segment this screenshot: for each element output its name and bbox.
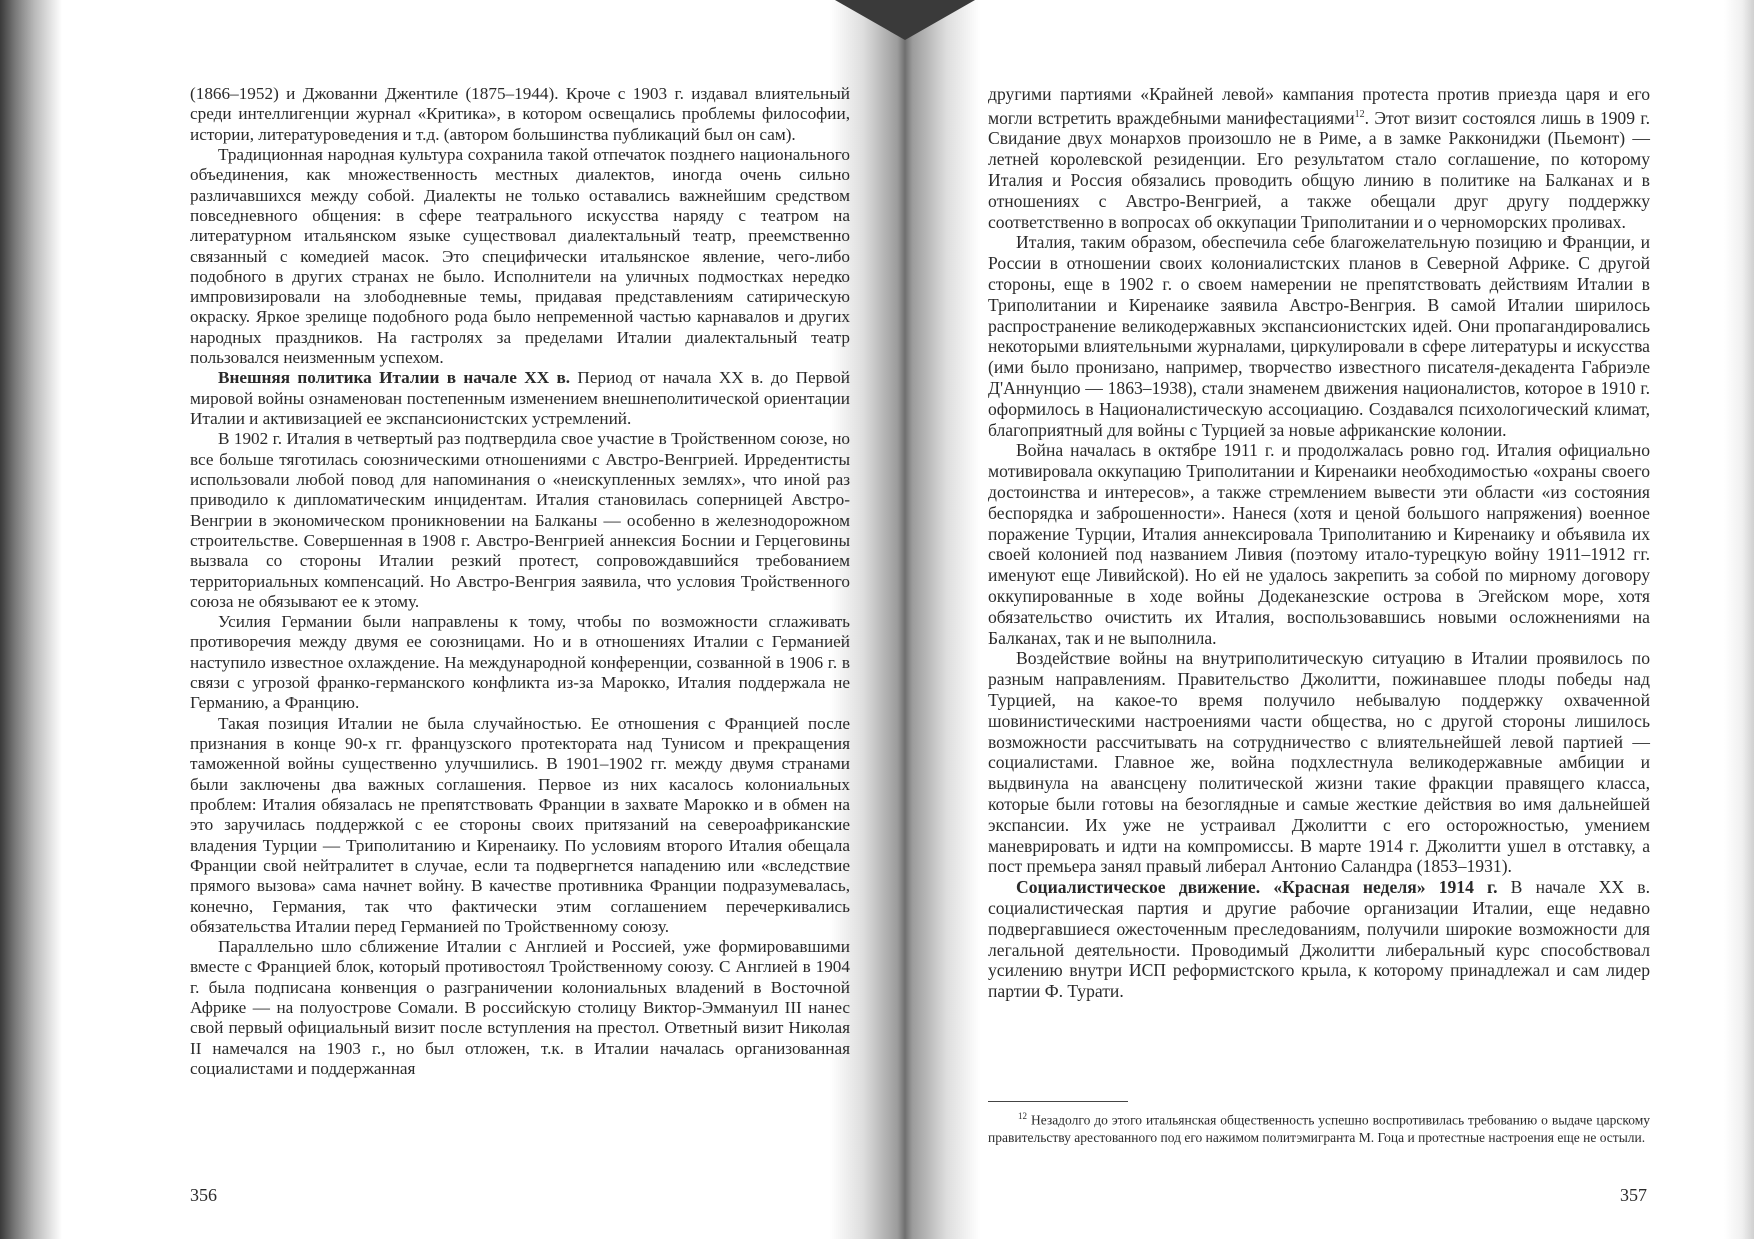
footnote-text: Незадолго до этого итальянская общественность успешно воспротивилась требованию о выдаче царскому правительству арестованного под его нажимом политэмигранта М. Гоца и протестные настроения еще не остыли. (988, 1112, 1650, 1145)
section-paragraph (190, 368, 850, 429)
book-spine-top (835, 0, 975, 40)
section-heading: Социалистическое движение. «Красная неделя» 1914 г. (1016, 877, 1498, 898)
page-number-left: 356 (190, 1185, 217, 1205)
paragraph: Италия, таким образом, обеспечила себе благожелательную позицию и Франции, и России в отношении своих колониалистских планов в Северной Африке. С другой стороны, еще в 1902 г. о своем намерении не препятствовать действиям Италии в Триполитании и Киренаике заявила Австро-Венгрия. В самой Италии ширилось распространение великодержавных экспансионистских идей. Они пропагандировались некоторыми влиятельными журналами, циркулировали в сфере литературы и искусства (ими было пронизано, например, творчество известного писателя-декадента Габриэле Д'Аннунцио — 1863–1938), стали знаменем движения националистов, которое в 1910 г. оформилось в Националистическую ассоциацию. Создавался психологический климат, благоприятный для войны с Турцией за новые африканские колонии. (988, 232, 1650, 440)
footnote (988, 1108, 1650, 1146)
page-number-right: 357 (1620, 1185, 1647, 1205)
section-paragraph (988, 877, 1650, 1002)
section-text: В начале XX в. социалистическая партия и другие рабочие организации Италии, еще недавно подвергавшиеся ожесточенным преследованиям, получили широкие возможности для легальной деятельности. Проводимый Джолитти либеральный курс способствовал усилению внутри ИСП реформистского крыла, к которому принадлежал и сам лидер партии Ф. Турати. (988, 877, 1650, 1002)
right-page-text (988, 84, 1650, 1002)
paragraph-text: другими партиями «Крайней левой» кампания протеста против приезда царя и его могли встретить враждебными манифестациями (988, 84, 1650, 128)
paragraph (988, 84, 1650, 232)
paragraph-text: . Этот визит состоялся лишь в 1909 г. Свидание двух монархов произошло не в Риме, а в замке Раккониджи (Пьемонт) — летней королевской резиденции. Его результатом стало соглашение, по которому Италия и Россия обязались проводить общую линию в политике на Балканах и в отношениях с Австро-Венгрией, а также обещали друг другу поддержку соответственно в вопросах об оккупации Триполитании и о черноморских проливах. (988, 107, 1650, 232)
paragraph: Воздействие войны на внутриполитическую ситуацию в Италии проявилось по разным направлениям. Правительство Джолитти, пожинавшее плоды победы над Турцией, на какое-то время получило небывалую поддержку охваченной шовинистическими настроениями части общества, но с другой стороны лишилось возможности рассчитывать на сотрудничество с влиятельнейшей левой партией — социалистами. Главное же, война подхлестнула великодержавные амбиции и выдвинула на авансцену политической жизни такие фракции правящего класса, которые были готовы на безоглядные и самые жесткие действия во имя дальнейшей экспансии. Их уже не устраивал Джолитти с его осторожностью, умением маневрировать и идти на компромиссы. В марте 1914 г. Джолитти ушел в отставку, а пост премьера занял правый либерал Антонио Саландра (1853–1931). (988, 648, 1650, 877)
paragraph: Война началась в октябре 1911 г. и продолжалась ровно год. Италия официально мотивировала оккупацию Триполитании и Киренаики необходимостью «охраны своего достоинства и интересов», а также стремлением вывести эти области «из состояния беспорядка и заброшенности». Нанеся (хотя и ценой большого напряжения) военное поражение Турции, Италия аннексировала Триполитанию и Киренаику и объявила их своей колонией под названием Ливия (поэтому итало-турецкую войну 1911–1912 гг. именуют еще Ливийской). Но ей не удалось закрепить за собой по мирному договору оккупированные в ходе войны Додеканезские острова в Эгейском море, хотя обязательство очистить их Италия, воспользовавшись новыми осложнениями на Балканах, так и не выполнила. (988, 440, 1650, 648)
book-gutter-shadow (830, 0, 980, 1239)
paragraph: Традиционная народная культура сохранила такой отпечаток позднего национального объединения, как множественность местных диалектов, иногда очень сильно различавшихся между собой. Диалекты не только оставались важнейшим средством повседневного общения: в сфере театрального искусства наряду с театром на литературном итальянском языке существовал диалектальный театр, преемственно связанный с комедией масок. Это специфически итальянское явление, чего-либо подобного в других странах не было. Исполнители на уличных подмостках нередко импровизировали на злободневные темы, придавая представлениям сатирическую окраску. Яркое зрелище подобного рода было непременной частью карнавалов и других народных праздников. На гастролях за пределами Италии диалектальный театр пользовался неизменным успехом. (190, 144, 850, 368)
section-heading: Внешняя политика Италии в начале XX в. (218, 368, 571, 388)
paragraph: (1866–1952) и Джованни Джентиле (1875–1944). Кроче с 1903 г. издавал влиятельный среди интеллигенции журнал «Критика», в котором освещались проблемы философии, истории, литературоведения и т.д. (автором большинства публикаций был он сам). (190, 84, 850, 144)
footnote-marker: 12 (1354, 108, 1365, 120)
section-text: Период от начала XX в. до Первой мировой войны ознаменован постепенным изменением внешнеполитической ориентации Италии и активизацией ее экспансионистских устремлений. (190, 368, 850, 428)
paragraph: Параллельно шло сближение Италии с Англией и Россией, уже формировавшими вместе с Францией блок, который противостоял Тройственному союзу. С Англией в 1904 г. была подписана конвенция о разграничении колониальных владений в Восточной Африке — на полуострове Сомали. В российскую столицу Виктор-Эммануил III нанес свой первый официальный визит после вступления на престол. Ответный визит Николая II намечался на 1903 г., но был отложен, т.к. в Италии началась организованная социалистами и поддержанная (190, 937, 850, 1078)
footnote-number: 12 (1018, 1111, 1027, 1121)
footnote-rule (988, 1101, 1128, 1102)
book-left-edge-shadow (0, 0, 62, 1239)
paragraph: Такая позиция Италии не была случайностью. Ее отношения с Францией после признания в конце 90-х гг. французского протектората над Тунисом и прекращения таможенной войны существенно улучшились. В 1901–1902 гг. между двумя странами были заключены два важных соглашения. Первое из них касалось колониальных проблем: Италия обязалась не препятствовать Франции в захвате Марокко и в обмен на это заручилась поддержкой с ее стороны своих притязаний на североафриканские владения Турции — Триполитанию и Киренаику. По условиям второго Италия обещала Франции свой нейтралитет в случае, если та подвергнется нападению или «вследствие прямого вызова» сама начнет войну. В качестве противника Франции подразумевалась, конечно, Германия, так что фактически этим соглашением перечеркивались обязательства Италии перед Германией по Тройственному союзу. (190, 713, 850, 936)
book-right-edge-shadow (1724, 0, 1754, 1239)
paragraph: Усилия Германии были направлены к тому, чтобы по возможности сглаживать противоречия между двумя ее союзницами. Но и в отношениях Италии с Германией наступило известное охлаждение. На международной конференции, созванной в 1906 г. в связи с угрозой франко-германского конфликта из-за Марокко, Италия поддержала не Германию, а Францию. (190, 612, 850, 713)
paragraph: В 1902 г. Италия в четвертый раз подтвердила свое участие в Тройственном союзе, но все больше тяготилась союзническими отношениями с Австро-Венгрией. Ирредентисты использовали любой повод для напоминания о «неискупленных землях», что иной раз приводило к дипломатическим инцидентам. Италия становилась соперницей Австро-Венгрии в экономическом проникновении на Балканы — особенно в железнодорожном строительстве. Совершенная в 1908 г. Австро-Венгрией аннексия Боснии и Герцеговины вызвала со стороны Италии резкий протест, сопровождавшийся требованием территориальных компенсаций. Но Австро-Венгрия заявила, что условия Тройственного союза не обязывают ее к этому. (190, 429, 850, 611)
left-page-text (190, 84, 850, 1079)
